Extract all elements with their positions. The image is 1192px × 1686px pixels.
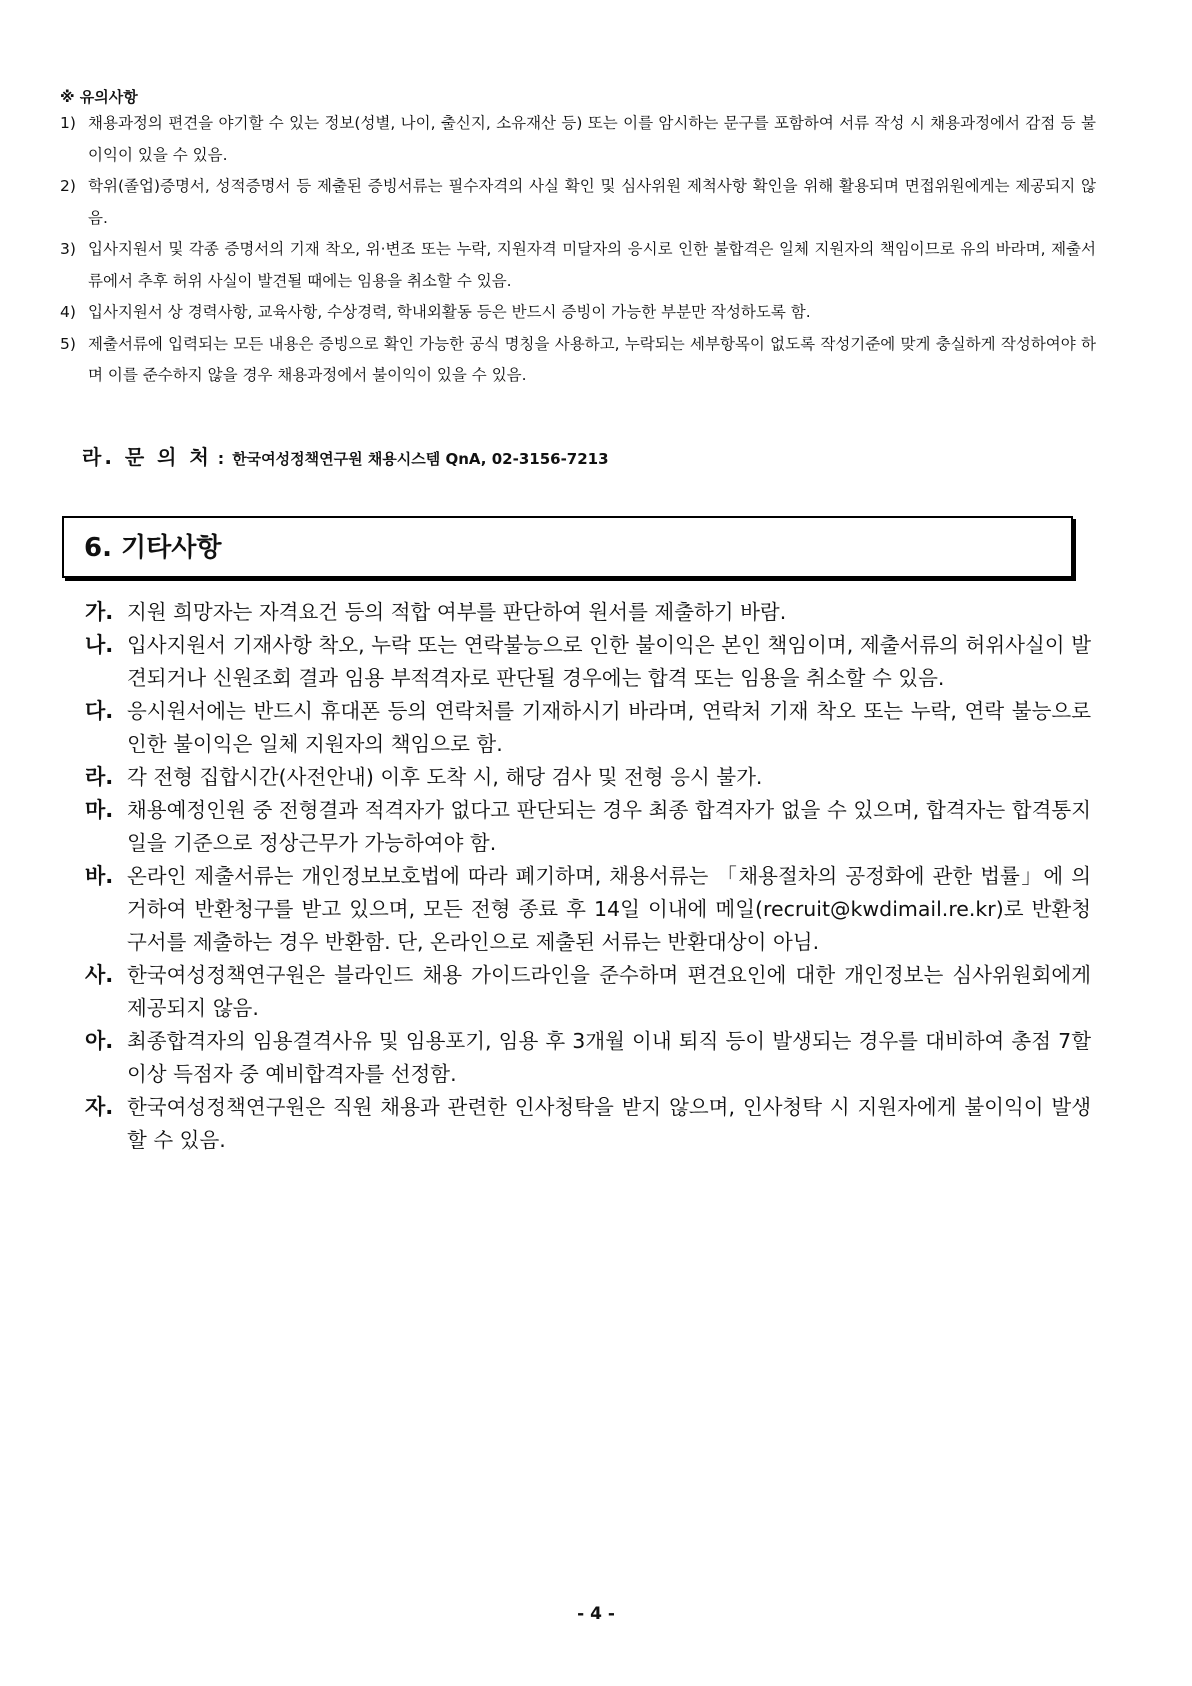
notes-title: ※ 유의사항 bbox=[60, 88, 138, 106]
list-item bbox=[85, 761, 1091, 794]
item-marker: 사. bbox=[85, 963, 114, 987]
item-marker: 아. bbox=[85, 1029, 114, 1053]
list-item bbox=[85, 860, 1091, 959]
note-item bbox=[60, 297, 1096, 329]
note-text: 학위(졸업)증명서, 성적증명서 등 제출된 증빙서류는 필수자격의 사실 확인 및 심사위원 제척사항 확인을 위해 활용되며 면접위원에게는 제공되지 않음. bbox=[88, 177, 1096, 227]
item-text: 각 전형 집합시간(사전안내) 이후 도착 시, 해당 검사 및 전형 응시 불가. bbox=[127, 765, 763, 789]
item-text: 온라인 제출서류는 개인정보보호법에 따라 폐기하며, 채용서류는 「채용절차의 공정화에 관한 법률」에 의거하여 반환청구를 받고 있으며, 모든 전형 종료 후 14일 이내에 메일(recruit@kwdimail.re.kr)로 반환청구서를 제출하는 경우 반환함. 단, 온라인으로 제출된 서류는 반환대상이 아님. bbox=[127, 864, 1091, 954]
item-text: 최종합격자의 임용결격사유 및 임용포기, 임용 후 3개월 이내 퇴직 등이 발생되는 경우를 대비하여 총점 7할 이상 득점자 중 예비합격자를 선정함. bbox=[127, 1029, 1091, 1086]
item-text: 응시원서에는 반드시 휴대폰 등의 연락처를 기재하시기 바라며, 연락처 기재 착오 또는 누락, 연락 불능으로 인한 불이익은 일체 지원자의 책임으로 함. bbox=[127, 699, 1091, 756]
other-items-list bbox=[85, 596, 1091, 1157]
page-number: - 4 - bbox=[577, 1604, 615, 1624]
item-text: 한국여성정책연구원은 블라인드 채용 가이드라인을 준수하며 편견요인에 대한 개인정보는 심사위원회에게 제공되지 않음. bbox=[127, 963, 1091, 1020]
list-item bbox=[85, 794, 1091, 860]
note-text: 입사지원서 및 각종 증명서의 기재 착오, 위·변조 또는 누락, 지원자격 미달자의 응시로 인한 불합격은 일체 지원자의 책임이므로 유의 바라며, 제출서류에서 추후 허위 사실이 발견될 때에는 임용을 취소할 수 있음. bbox=[88, 240, 1096, 290]
note-number: 4) bbox=[60, 303, 76, 321]
item-marker: 마. bbox=[85, 798, 114, 822]
note-number: 1) bbox=[60, 114, 76, 132]
item-marker: 다. bbox=[85, 699, 114, 723]
list-item bbox=[85, 1091, 1091, 1157]
list-item bbox=[85, 596, 1091, 629]
item-text: 입사지원서 기재사항 착오, 누락 또는 연락불능으로 인한 불이익은 본인 책임이며, 제출서류의 허위사실이 발견되거나 신원조회 결과 임용 부적격자로 판단될 경우에는 합격 또는 임용을 취소할 수 있음. bbox=[127, 633, 1091, 690]
note-item bbox=[60, 329, 1096, 392]
list-item bbox=[85, 629, 1091, 695]
note-item bbox=[60, 234, 1096, 297]
list-item bbox=[85, 959, 1091, 1025]
contact-value: 한국여성정책연구원 채용시스템 QnA, 02-3156-7213 bbox=[232, 450, 609, 468]
note-text: 제출서류에 입력되는 모든 내용은 증빙으로 확인 가능한 공식 명칭을 사용하고, 누락되는 세부항목이 없도록 작성기준에 맞게 충실하게 작성하여야 하며 이를 준수하지 않을 경우 채용과정에서 불이익이 있을 수 있음. bbox=[88, 334, 1096, 384]
item-marker: 바. bbox=[85, 864, 114, 888]
item-marker: 가. bbox=[85, 600, 114, 624]
contact-colon: : bbox=[217, 449, 225, 468]
list-item bbox=[85, 1025, 1091, 1091]
note-number: 3) bbox=[60, 240, 76, 258]
item-text: 채용예정인원 중 전형결과 적격자가 없다고 판단되는 경우 최종 합격자가 없을 수 있으며, 합격자는 합격통지일을 기준으로 정상근무가 가능하여야 함. bbox=[127, 798, 1091, 855]
item-marker: 나. bbox=[85, 633, 114, 657]
contact-label: 라. 문 의 처 bbox=[82, 445, 212, 469]
list-item bbox=[85, 695, 1091, 761]
section-title: 6. 기타사항 bbox=[84, 533, 222, 563]
contact-line bbox=[82, 444, 609, 472]
note-text: 입사지원서 상 경력사항, 교육사항, 수상경력, 학내외활동 등은 반드시 증빙이 가능한 부분만 작성하도록 함. bbox=[88, 303, 811, 321]
note-item bbox=[60, 171, 1096, 234]
note-text: 채용과정의 편견을 야기할 수 있는 정보(성별, 나이, 출신지, 소유재산 등) 또는 이를 암시하는 문구를 포함하여 서류 작성 시 채용과정에서 감점 등 불이익이 있을 수 있음. bbox=[88, 114, 1096, 164]
item-marker: 라. bbox=[85, 765, 114, 789]
notes-section bbox=[60, 86, 1096, 392]
item-text: 지원 희망자는 자격요건 등의 적합 여부를 판단하여 원서를 제출하기 바람. bbox=[127, 600, 787, 624]
note-number: 2) bbox=[60, 177, 76, 195]
item-text: 한국여성정책연구원은 직원 채용과 관련한 인사청탁을 받지 않으며, 인사청탁 시 지원자에게 불이익이 발생할 수 있음. bbox=[127, 1095, 1091, 1152]
note-number: 5) bbox=[60, 334, 76, 353]
item-marker: 자. bbox=[85, 1095, 114, 1119]
note-item bbox=[60, 108, 1096, 171]
section-header-box bbox=[62, 516, 1073, 578]
